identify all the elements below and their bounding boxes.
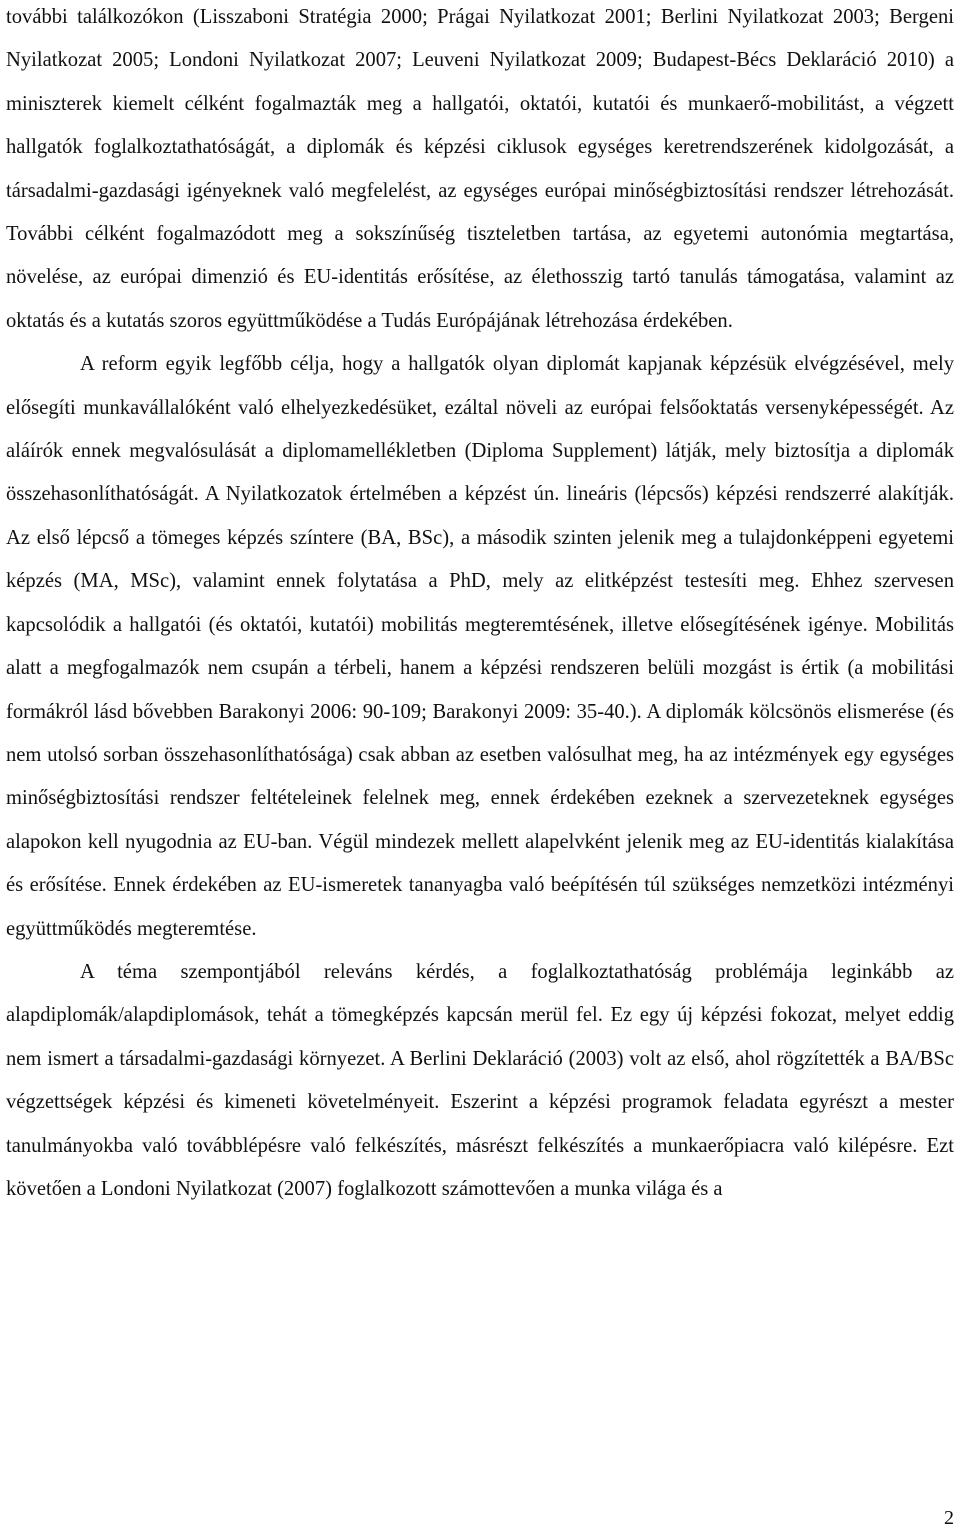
paragraph-reform-goals: A reform egyik legfőbb célja, hogy a hallgatók olyan diplomát kapjanak képzésük elvégzésével, mely elősegíti munkavállalóként való elhelyezkedésüket, ezáltal növeli az európai felsőoktatás versenyképességét. Az aláírók ennek megvalósulását a diplomamellékletben (Diploma Supplement) látják, mely biztosítja a diplomák összehasonlíthatóságát. A Nyilatkozatok értelmében a képzést ún. lineáris (lépcsős) képzési rendszerré alakítják. Az első lépcső a tömeges képzés színtere (BA, BSc), a második szinten jelenik meg a tulajdonképpeni egyetemi képzés (MA, MSc), valamint ennek folytatása a PhD, mely az elitképzést testesíti meg. Ehhez szervesen kapcsolódik a hallgatói (és oktatói, kutatói) mobilitás megteremtésének, illetve elősegítésének igénye. Mobilitás alatt a megfogalmazók nem csupán a térbeli, hanem a képzési rendszeren belüli mozgást is értik (a mobilitási formákról lásd bővebben Barakonyi 2006: 90-109; Barakonyi 2009: 35-40.). A diplomák kölcsönös elismerése (és nem utolsó sorban összehasonlíthatósága) csak abban az esetben valósulhat meg, ha az intézmények egy egységes minőségbiztosítási rendszer feltételeinek felelnek meg, ennek érdekében ezeknek a szervezeteknek egységes alapokon kell nyugodnia az EU-ban. Végül mindezek mellett alapelvként jelenik meg az EU-identitás kialakítása és erősítése. Ennek érdekében az EU-ismeretek tananyagba való beépítésén túl szükséges nemzetközi intézményi együttműködés megteremtése.: [6, 353, 954, 940]
paragraph-continuation: további találkozókon (Lisszaboni Stratégia 2000; Prágai Nyilatkozat 2001; Berlini Nyilatkozat 2003; Bergeni Nyilatkozat 2005; Londoni Nyilatkozat 2007; Leuveni Nyilatkozat 2009; Budapest-Bécs Deklaráció 2010) a miniszterek kiemelt célként fogalmazták meg a hallgatói, oktatói, kutatói és munkaerő-mobilitást, a végzett hallgatók foglalkoztathatóságát, a diplomák és képzési ciklusok egységes keretrendszerének kidolgozását, a társadalmi-gazdasági igényeknek való megfelelést, az egységes európai minőségbiztosítási rendszer létrehozását. További célként fogalmazódott meg a sokszínűség tiszteletben tartása, az egyetemi autonómia megtartása, növelése, az európai dimenzió és EU-identitás erősítése, az élethosszig tartó tanulás támogatása, valamint az oktatás és a kutatás szoros együttműködése a Tudás Európájának létrehozása érdekében.: [6, 6, 954, 332]
document-page: [6, 0, 954, 1211]
paragraph-employability: A téma szempontjából releváns kérdés, a foglalkoztathatóság problémája leginkább az alapdiplomák/alapdiplomások, tehát a tömegképzés kapcsán merül fel. Ez egy új képzési fokozat, melyet eddig nem ismert a társadalmi-gazdasági környezet. A Berlini Deklaráció (2003) volt az első, ahol rögzítették a BA/BSc végzettségek képzési és kimeneti követelményeit. Eszerint a képzési programok feladata egyrészt a mester tanulmányokba való továbblépésre való felkészítés, másrészt felkészítés a munkaerőpiacra való kilépésre. Ezt követően a Londoni Nyilatkozat (2007) foglalkozott számottevően a munka világa és a: [6, 960, 954, 1200]
page-number: 2: [944, 1507, 954, 1529]
